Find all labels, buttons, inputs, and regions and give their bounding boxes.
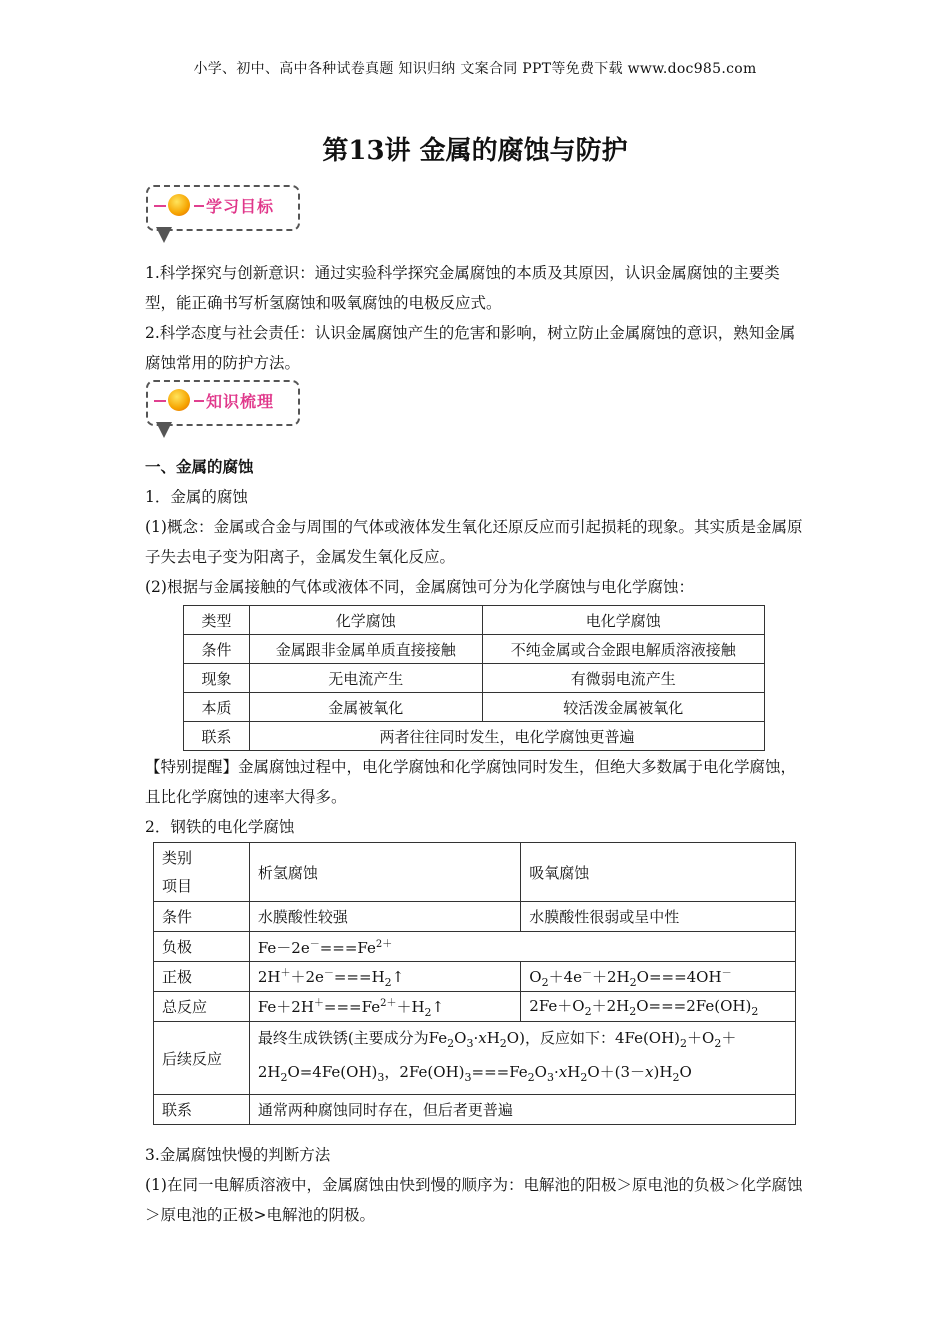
page-title: 第13讲 金属的腐蚀与防护 [322, 136, 628, 166]
badge-label: 知识梳理 [206, 392, 275, 411]
corrosion-type-table [183, 605, 765, 751]
positive-eq-hydrogen: $2H^++2e^-===H_2↑$ [249, 962, 520, 992]
total-eq-oxygen: $2Fe+O_2+2H_2O===2Fe(OH)_2$ [521, 992, 796, 1022]
badge-label: 学习目标 [206, 197, 275, 216]
table-row: 联系 通常两种腐蚀同时存在，但后者更普遍 [154, 1095, 796, 1125]
tip-block [145, 752, 805, 842]
table-row: 负极 $Fe-2e^-===Fe^{2+}$ [154, 932, 796, 962]
lightbulb-icon [168, 194, 190, 216]
table-row: 本质 金属被氧化 较活泼金属被氧化 [184, 693, 765, 722]
page-header: 小学、初中、高中各种试卷真题 知识归纳 文案合同 PPT等免费下载 www.doc985.com [193, 61, 757, 77]
subheading-2: 2．钢铁的电化学腐蚀 [145, 818, 295, 836]
subheading-3: 3.金属腐蚀快慢的判断方法 [145, 1146, 331, 1164]
classify-text: (2)根据与金属接触的气体或液体不同，金属腐蚀可分为化学腐蚀与电化学腐蚀： [145, 578, 694, 596]
table-row: 条件 水膜酸性较强 水膜酸性很弱或呈中性 [154, 902, 796, 932]
total-eq-hydrogen: $Fe+2H^+===Fe^{2+}+H_2↑$ [249, 992, 520, 1022]
table-row: 后续反应 最终生成铁锈(主要成分为$Fe_2O_3\cdot xH_2O$)，反应如下：$4Fe(OH)_2+O_2+$ $2H_2O=4Fe(OH)_3$，$2Fe(OH)_3===Fe_2O_3\cdot xH_2O+(3-x)H_2O$ [154, 1022, 796, 1095]
table-row: 现象 无电流产生 有微弱电流产生 [184, 664, 765, 693]
goal-2: 2.科学态度与社会责任：认识金属腐蚀产生的危害和影响，树立防止金属腐蚀的意识，熟知金属腐蚀常用的防护方法。 [145, 324, 796, 372]
section-heading: 一、金属的腐蚀 [145, 457, 254, 476]
table-row: 总反应 $Fe+2H^+===Fe^{2+}+H_2↑$ $2Fe+O_2+2H_2O===2Fe(OH)_2$ [154, 992, 796, 1022]
steel-corrosion-table [153, 842, 796, 1125]
goal-1: 1.科学探究与创新意识：通过实验科学探究金属腐蚀的本质及其原因，认识金属腐蚀的主要类型，能正确书写析氢腐蚀和吸氧腐蚀的电极反应式。 [145, 264, 780, 312]
table-row: 类型 化学腐蚀 电化学腐蚀 [184, 606, 765, 635]
section-metal-corrosion [145, 452, 805, 602]
learning-goals-badge [146, 185, 306, 249]
goals-block [145, 258, 805, 378]
subsequent-reaction: 最终生成铁锈(主要成分为$Fe_2O_3\cdot xH_2O$)，反应如下：$4Fe(OH)_2+O_2+$ $2H_2O=4Fe(OH)_3$，$2Fe(OH)_3===Fe_2O_3\cdot xH_2O+(3-x)H_2O$ [249, 1022, 795, 1095]
table-row: 条件 金属跟非金属单质直接接触 不纯金属或合金跟电解质溶液接触 [184, 635, 765, 664]
table-row: 联系 两者往往同时发生，电化学腐蚀更普遍 [184, 722, 765, 751]
knowledge-badge [146, 380, 306, 444]
lightbulb-icon [168, 389, 190, 411]
judge-block [145, 1140, 805, 1230]
negative-electrode-eq: $Fe-2e^-===Fe^{2+}$ [249, 932, 795, 962]
judge-text: (1)在同一电解质溶液中，金属腐蚀由快到慢的顺序为：电解池的阳极＞原电池的负极＞化学腐蚀＞原电池的正极>电解池的阴极。 [145, 1176, 803, 1224]
special-tip: 【特别提醒】金属腐蚀过程中，电化学腐蚀和化学腐蚀同时发生，但绝大多数属于电化学腐蚀，且比化学腐蚀的速率大得多。 [145, 758, 797, 806]
table-row: 类别 项目 析氢腐蚀 吸氧腐蚀 [154, 843, 796, 902]
subheading-1: 1．金属的腐蚀 [145, 488, 248, 506]
positive-eq-oxygen: $O_2+4e^-+2H_2O===4OH^-$ [521, 962, 796, 992]
table-row: 正极 $2H^++2e^-===H_2↑$ $O_2+4e^-+2H_2O===4OH^-$ [154, 962, 796, 992]
concept-text: (1)概念：金属或合金与周围的气体或液体发生氧化还原反应而引起损耗的现象。其实质是金属原子失去电子变为阳离子，金属发生氧化反应。 [145, 518, 803, 566]
